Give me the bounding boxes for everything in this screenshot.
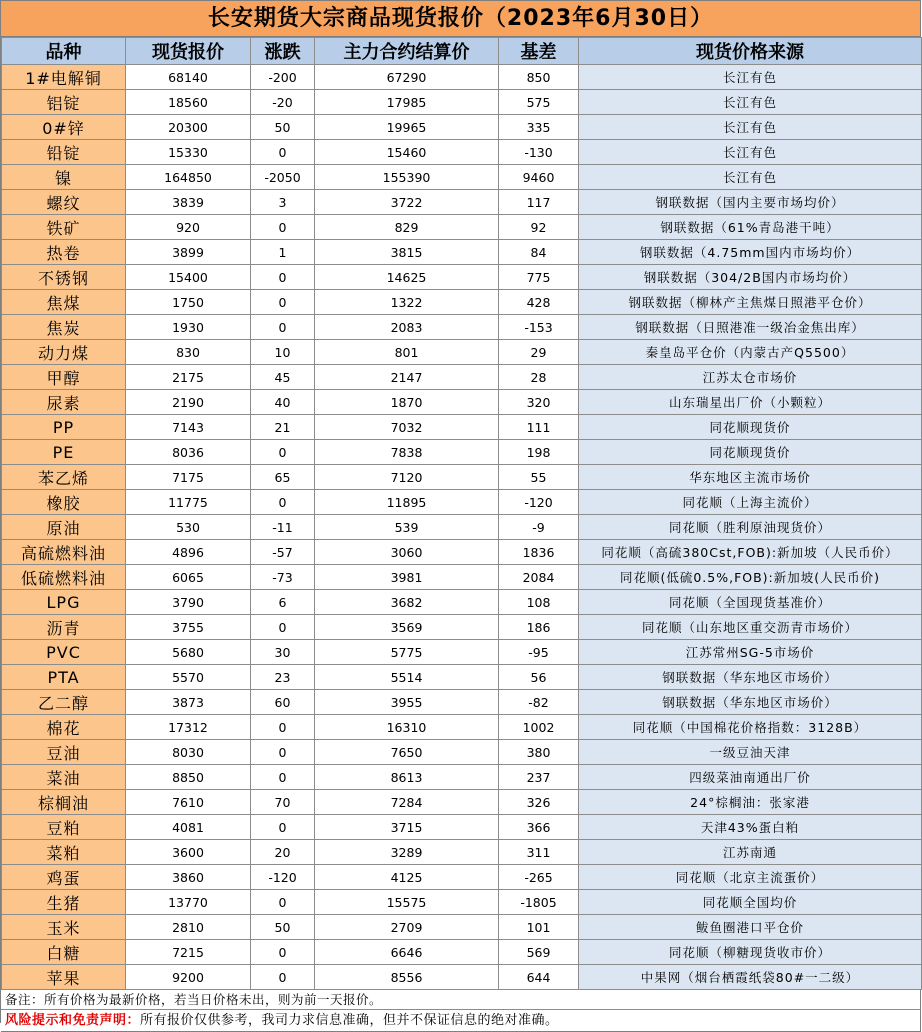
spot-price-cell: 7175 [126,465,251,490]
basis-cell: 311 [499,840,579,865]
table-row [2,465,922,490]
table-row [2,265,922,290]
settlement-price-cell: 19965 [315,115,499,140]
price-source-cell: 江苏南通 [579,840,922,865]
table-row [2,865,922,890]
commodity-cell: 橡胶 [2,490,126,515]
table-row [2,140,922,165]
change-cell: 0 [251,715,315,740]
table-row [2,540,922,565]
settlement-price-cell: 3715 [315,815,499,840]
spot-price-cell: 530 [126,515,251,540]
settlement-price-cell: 15460 [315,140,499,165]
sheet-title: 长安期货大宗商品现货报价（2023年6月30日） [1,1,921,37]
column-header-commodity: 品种 [2,38,126,65]
change-cell: 23 [251,665,315,690]
table-row [2,790,922,815]
basis-cell: 92 [499,215,579,240]
table-row [2,740,922,765]
change-cell: 0 [251,315,315,340]
basis-cell: 198 [499,440,579,465]
spot-price-cell: 8850 [126,765,251,790]
commodity-cell: 热卷 [2,240,126,265]
price-source-cell: 同花顺（全国现货基准价） [579,590,922,615]
spot-price-cell: 15330 [126,140,251,165]
price-source-cell: 长江有色 [579,115,922,140]
column-header-source: 现货价格来源 [579,38,922,65]
price-source-cell: 同花顺现货价 [579,415,922,440]
settlement-price-cell: 3682 [315,590,499,615]
spot-price-cell: 1750 [126,290,251,315]
change-cell: 0 [251,140,315,165]
change-cell: 0 [251,940,315,965]
price-source-cell: 同花顺(低硫0.5%,FOB):新加坡(人民币价) [579,565,922,590]
commodity-cell: 白糖 [2,940,126,965]
spot-price-cell: 2810 [126,915,251,940]
footnote: 备注：所有价格为最新价格，若当日价格未出，则为前一天报价。 [1,990,921,1010]
commodity-cell: 铅锭 [2,140,126,165]
change-cell: 10 [251,340,315,365]
settlement-price-cell: 801 [315,340,499,365]
commodity-cell: 乙二醇 [2,690,126,715]
settlement-price-cell: 16310 [315,715,499,740]
spot-price-cell: 830 [126,340,251,365]
settlement-price-cell: 3981 [315,565,499,590]
commodity-cell: LPG [2,590,126,615]
price-source-cell: 钢联数据（国内主要市场均价） [579,190,922,215]
column-header-settlement: 主力合约结算价 [315,38,499,65]
spot-price-cell: 2190 [126,390,251,415]
settlement-price-cell: 7284 [315,790,499,815]
commodity-cell: PTA [2,665,126,690]
change-cell: 0 [251,615,315,640]
change-cell: 50 [251,115,315,140]
spot-price-cell: 5680 [126,640,251,665]
spot-price-cell: 20300 [126,115,251,140]
commodity-cell: 螺纹 [2,190,126,215]
spot-price-cell: 3790 [126,590,251,615]
spot-price-cell: 3755 [126,615,251,640]
settlement-price-cell: 3955 [315,690,499,715]
settlement-price-cell: 5775 [315,640,499,665]
basis-cell: 326 [499,790,579,815]
basis-cell: -120 [499,490,579,515]
settlement-price-cell: 3289 [315,840,499,865]
price-source-cell: 长江有色 [579,140,922,165]
change-cell: 1 [251,240,315,265]
change-cell: 3 [251,190,315,215]
basis-cell: 644 [499,965,579,990]
price-source-cell: 钢联数据（61%青岛港干吨） [579,215,922,240]
table-row [2,165,922,190]
table-row [2,690,922,715]
commodity-cell: 高硫燃料油 [2,540,126,565]
price-source-cell: 同花顺（中国棉花价格指数：3128B） [579,715,922,740]
commodity-cell: 镍 [2,165,126,190]
price-source-cell: 同花顺（柳糖现货收市价） [579,940,922,965]
change-cell: 0 [251,490,315,515]
settlement-price-cell: 14625 [315,265,499,290]
table-row [2,365,922,390]
table-row [2,515,922,540]
commodity-cell: 焦炭 [2,315,126,340]
change-cell: 45 [251,365,315,390]
table-row [2,615,922,640]
commodity-cell: 豆油 [2,740,126,765]
commodity-cell: 0#锌 [2,115,126,140]
price-source-cell: 同花顺（高硫380Cst,FOB):新加坡（人民币价） [579,540,922,565]
table-row [2,640,922,665]
settlement-price-cell: 67290 [315,65,499,90]
basis-cell: -9 [499,515,579,540]
commodity-cell: 鸡蛋 [2,865,126,890]
change-cell: -57 [251,540,315,565]
price-source-cell: 钢联数据（华东地区市场价） [579,665,922,690]
settlement-price-cell: 8556 [315,965,499,990]
spot-price-cell: 1930 [126,315,251,340]
change-cell: 0 [251,440,315,465]
price-table [1,37,922,990]
settlement-price-cell: 3722 [315,190,499,215]
commodity-cell: 生猪 [2,890,126,915]
price-source-cell: 一级豆油天津 [579,740,922,765]
basis-cell: 237 [499,765,579,790]
basis-cell: 1002 [499,715,579,740]
column-header-basis: 基差 [499,38,579,65]
table-row [2,440,922,465]
spot-price-cell: 3839 [126,190,251,215]
commodity-cell: PVC [2,640,126,665]
change-cell: 0 [251,290,315,315]
commodity-cell: 甲醇 [2,365,126,390]
change-cell: 30 [251,640,315,665]
basis-cell: 380 [499,740,579,765]
change-cell: 60 [251,690,315,715]
spot-price-cell: 3873 [126,690,251,715]
table-row [2,315,922,340]
price-source-cell: 钢联数据（304/2B国内市场均价） [579,265,922,290]
settlement-price-cell: 17985 [315,90,499,115]
change-cell: 21 [251,415,315,440]
basis-cell: 29 [499,340,579,365]
commodity-cell: 苹果 [2,965,126,990]
price-source-cell: 山东瑞星出厂价（小颗粒） [579,390,922,415]
spot-price-cell: 11775 [126,490,251,515]
table-row [2,715,922,740]
settlement-price-cell: 829 [315,215,499,240]
risk-label: 风险提示和免责声明： [5,1013,141,1028]
spot-price-cell: 8036 [126,440,251,465]
price-source-cell: 同花顺（北京主流蛋价） [579,865,922,890]
table-row [2,765,922,790]
price-source-cell: 同花顺（山东地区重交沥青市场价） [579,615,922,640]
commodity-cell: 菜粕 [2,840,126,865]
commodity-cell: 棉花 [2,715,126,740]
spot-price-cell: 68140 [126,65,251,90]
basis-cell: -1805 [499,890,579,915]
change-cell: 6 [251,590,315,615]
spot-price-cell: 7610 [126,790,251,815]
settlement-price-cell: 2709 [315,915,499,940]
commodity-cell: 菜油 [2,765,126,790]
change-cell: -20 [251,90,315,115]
settlement-price-cell: 539 [315,515,499,540]
table-row [2,215,922,240]
basis-cell: 186 [499,615,579,640]
settlement-price-cell: 3815 [315,240,499,265]
basis-cell: -82 [499,690,579,715]
change-cell: 0 [251,215,315,240]
settlement-price-cell: 6646 [315,940,499,965]
change-cell: 0 [251,740,315,765]
change-cell: 50 [251,915,315,940]
price-source-cell: 同花顺全国均价 [579,890,922,915]
basis-cell: 2084 [499,565,579,590]
settlement-price-cell: 2147 [315,365,499,390]
spot-price-cell: 7143 [126,415,251,440]
basis-cell: 569 [499,940,579,965]
column-header-spot-price: 现货报价 [126,38,251,65]
table-row [2,90,922,115]
price-source-cell: 长江有色 [579,90,922,115]
commodity-cell: 铝锭 [2,90,126,115]
settlement-price-cell: 7650 [315,740,499,765]
basis-cell: 320 [499,390,579,415]
risk-text: 所有报价仅供参考，我司力求信息准确，但并不保证信息的绝对准确。 [140,1013,559,1028]
settlement-price-cell: 15575 [315,890,499,915]
spot-price-cell: 9200 [126,965,251,990]
table-row [2,840,922,865]
price-source-cell: 中果网（烟台栖霞纸袋80#一二级） [579,965,922,990]
spot-price-cell: 18560 [126,90,251,115]
table-row [2,415,922,440]
basis-cell: 775 [499,265,579,290]
change-cell: -11 [251,515,315,540]
table-row [2,65,922,90]
spot-price-cell: 2175 [126,365,251,390]
price-source-cell: 秦皇岛平仓价（内蒙古产Q5500） [579,340,922,365]
commodity-cell: 焦煤 [2,290,126,315]
commodity-cell: 尿素 [2,390,126,415]
table-row [2,565,922,590]
price-source-cell: 鲅鱼圈港口平仓价 [579,915,922,940]
settlement-price-cell: 7032 [315,415,499,440]
table-row [2,115,922,140]
price-source-cell: 钢联数据（柳林产主焦煤日照港平仓价） [579,290,922,315]
settlement-price-cell: 8613 [315,765,499,790]
spot-price-cell: 5570 [126,665,251,690]
spot-price-cell: 3600 [126,840,251,865]
basis-cell: 575 [499,90,579,115]
table-row [2,240,922,265]
column-header-change: 涨跌 [251,38,315,65]
price-source-cell: 天津43%蛋白粕 [579,815,922,840]
basis-cell: 101 [499,915,579,940]
basis-cell: 28 [499,365,579,390]
basis-cell: -265 [499,865,579,890]
settlement-price-cell: 7838 [315,440,499,465]
basis-cell: 56 [499,665,579,690]
commodity-cell: 玉米 [2,915,126,940]
price-source-cell: 四级菜油南通出厂价 [579,765,922,790]
commodity-cell: PE [2,440,126,465]
table-row [2,390,922,415]
table-row [2,890,922,915]
price-source-cell: 24°棕榈油：张家港 [579,790,922,815]
basis-cell: -153 [499,315,579,340]
change-cell: 0 [251,815,315,840]
basis-cell: 9460 [499,165,579,190]
change-cell: 70 [251,790,315,815]
change-cell: 65 [251,465,315,490]
table-row [2,815,922,840]
settlement-price-cell: 4125 [315,865,499,890]
spot-price-cell: 3899 [126,240,251,265]
commodity-cell: 苯乙烯 [2,465,126,490]
table-row [2,665,922,690]
price-source-cell: 钢联数据（华东地区市场价） [579,690,922,715]
table-header-row [2,38,922,65]
change-cell: -73 [251,565,315,590]
basis-cell: 108 [499,590,579,615]
change-cell: 0 [251,265,315,290]
basis-cell: 84 [499,240,579,265]
settlement-price-cell: 1870 [315,390,499,415]
settlement-price-cell: 3569 [315,615,499,640]
commodity-cell: 豆粕 [2,815,126,840]
spot-price-cell: 8030 [126,740,251,765]
commodity-cell: 动力煤 [2,340,126,365]
table-row [2,940,922,965]
spot-price-cell: 7215 [126,940,251,965]
change-cell: 40 [251,390,315,415]
commodity-cell: PP [2,415,126,440]
change-cell: 0 [251,890,315,915]
basis-cell: -95 [499,640,579,665]
table-row [2,290,922,315]
spot-price-cell: 3860 [126,865,251,890]
commodity-cell: 棕榈油 [2,790,126,815]
spot-price-cell: 13770 [126,890,251,915]
price-source-cell: 江苏太仓市场价 [579,365,922,390]
spot-price-cell: 4081 [126,815,251,840]
commodity-cell: 低硫燃料油 [2,565,126,590]
spot-price-cell: 6065 [126,565,251,590]
basis-cell: 117 [499,190,579,215]
settlement-price-cell: 2083 [315,315,499,340]
basis-cell: 366 [499,815,579,840]
settlement-price-cell: 3060 [315,540,499,565]
commodity-cell: 铁矿 [2,215,126,240]
table-row [2,965,922,990]
settlement-price-cell: 5514 [315,665,499,690]
price-source-cell: 长江有色 [579,65,922,90]
change-cell: -2050 [251,165,315,190]
price-source-cell: 长江有色 [579,165,922,190]
basis-cell: 111 [499,415,579,440]
spot-price-cell: 17312 [126,715,251,740]
settlement-price-cell: 1322 [315,290,499,315]
price-source-cell: 华东地区主流市场价 [579,465,922,490]
price-source-cell: 江苏常州SG-5市场价 [579,640,922,665]
commodity-cell: 沥青 [2,615,126,640]
change-cell: -120 [251,865,315,890]
change-cell: 20 [251,840,315,865]
table-row [2,915,922,940]
settlement-price-cell: 7120 [315,465,499,490]
price-source-cell: 钢联数据（日照港准一级冶金焦出库） [579,315,922,340]
basis-cell: 55 [499,465,579,490]
basis-cell: 428 [499,290,579,315]
table-row [2,590,922,615]
change-cell: -200 [251,65,315,90]
table-row [2,190,922,215]
spot-price-cell: 920 [126,215,251,240]
basis-cell: 335 [499,115,579,140]
commodity-cell: 原油 [2,515,126,540]
price-source-cell: 同花顺（上海主流价） [579,490,922,515]
risk-disclaimer [1,1010,921,1032]
price-source-cell: 同花顺现货价 [579,440,922,465]
spot-price-cell: 164850 [126,165,251,190]
change-cell: 0 [251,765,315,790]
table-row [2,340,922,365]
settlement-price-cell: 155390 [315,165,499,190]
spot-price-cell: 4896 [126,540,251,565]
spot-price-cell: 15400 [126,265,251,290]
settlement-price-cell: 11895 [315,490,499,515]
basis-cell: 850 [499,65,579,90]
basis-cell: -130 [499,140,579,165]
basis-cell: 1836 [499,540,579,565]
table-row [2,490,922,515]
price-source-cell: 同花顺（胜利原油现货价） [579,515,922,540]
price-source-cell: 钢联数据（4.75mm国内市场均价） [579,240,922,265]
commodity-cell: 不锈钢 [2,265,126,290]
commodity-cell: 1#电解铜 [2,65,126,90]
change-cell: 0 [251,965,315,990]
